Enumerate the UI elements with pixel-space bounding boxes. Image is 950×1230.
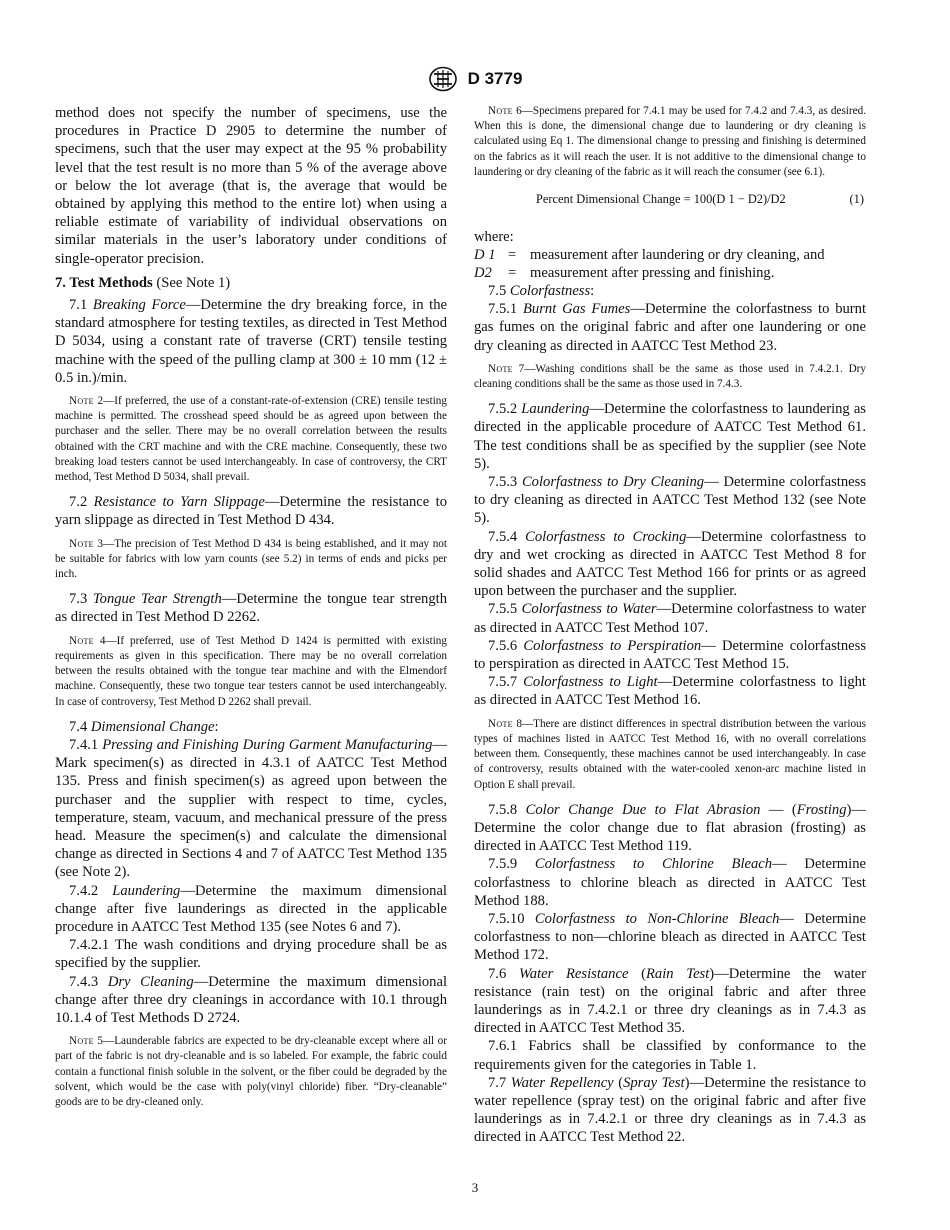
paragraph-7-4-3: 7.4.3 Dry Cleaning—Determine the maximum dimensional change after three dry cleanings in accordance with 10.1 through 10.1.4 of Test Methods D 2724. bbox=[55, 973, 448, 1026]
paragraph-7-4-2: 7.4.2 Laundering—Determine the maximum dimensional change after five launderings as directed in the applicable procedure in AATCC Test Method 135 (see Notes 6 and 7). bbox=[55, 882, 447, 935]
note-2: Note 2—If preferred, the use of a constant-rate-of-extension (CRE) tensile testing machine is permitted. The crosshead speed should be as agreed upon between the purchaser and the seller. There may be no overall correlation between the results obtained with the CRT machine and with the CRE machine. Consequently, these two breaking load testers cannot be used interchangeably. In case of controversy, the CRT method, Test Method D 5034, shall prevail. bbox=[55, 395, 447, 484]
definition-row: D2 = measurement after pressing and finishing. bbox=[474, 265, 775, 282]
breaking-force-title: Breaking Force bbox=[92, 297, 186, 314]
paragraph-7-5-2: 7.5.2 Laundering—Determine the colorfastness to laundering as directed in the applicable procedure of AATCC Test Method 61. The test conditions shall be as specified by the supplier (see Note 5). bbox=[474, 401, 866, 472]
equation-1 bbox=[474, 188, 866, 210]
paragraph-7-5-10: 7.5.10 Colorfastness to Non-Chlorine Bleach— Determine colorfastness to non—chlorine bleach as directed in AATCC Test Method 172. bbox=[474, 910, 866, 964]
note-4: Note 4—If preferred, use of Test Method D 1424 is permitted with existing requirements as given in this specification. There may be no overall correlation between the results obtained with the tongue tear machine and with the Elmendorf machine. Consequently, these two tongue tear testers cannot be used interchangeably. In case of controversy, Test Method D 2262 shall prevail. bbox=[55, 634, 447, 708]
note-6: Note 6—Specimens prepared for 7.4.1 may be used for 7.4.2 and 7.4.3, as desired. When this is done, the dimensional change due to laundering or dry cleaning is calculated using Eq 1. The dimensional change to pressing and finishing is determined on the fabrics as it will reach the user. It is not additive to the dimensional change to laundering or dry cleaning of the fabric as it will reach the consumer (see 6.1). bbox=[474, 105, 866, 178]
page-header bbox=[0, 66, 950, 92]
note-8: Note 8—There are distinct differences in spectral distribution between the various types of machines listed in AATCC Test Method 16, with no overall correlations between them. Consequently, these machines cannot be used interchangeably. In case of controversy, results obtained with the water-cooled xenon-arc machine listed in Option E shall prevail. bbox=[474, 717, 866, 791]
astm-logo-icon bbox=[428, 66, 458, 92]
paragraph-7-4-1: 7.4.1 Pressing and Finishing During Garment Manufacturing—Mark specimen(s) as directed in 4.3.1 of AATCC Test Method 135. Press and finish specimen(s) as agreed upon between the purchaser and the supplier with respect to time, cycles, temperature, steam, vacuum, and mechanical pressure of the press head. Measure the specimen(s) and calculate the dimensional change as directed in Sections 4 and 7 of AATCC Test Method 135 (see Note 2). bbox=[55, 736, 447, 881]
paragraph-7-5-4: 7.5.4 Colorfastness to Crocking—Determine colorfastness to dry and wet crocking as directed in AATCC Test Method 8 for solid shades and AATCC Test Method 166 for prints or as agreed upon between the purchaser and the supplier. bbox=[474, 528, 866, 600]
paragraph-7-4-2-1: 7.4.2.1 The wash conditions and drying procedure shall be as specified by the supplier. bbox=[55, 937, 447, 972]
paragraph-7-5-1: 7.5.1 Burnt Gas Fumes—Determine the colorfastness to burnt gas fumes on the original fabric and after one laundering or one dry cleaning as directed in AATCC Test Method 23. bbox=[474, 301, 867, 354]
paragraph-7-4: 7.4 Dimensional Change: bbox=[69, 718, 219, 735]
paragraph-7-3: 7.3 Tongue Tear Strength—Determine the tongue tear strength as directed in Test Method D 2262. bbox=[55, 591, 447, 626]
left-column bbox=[55, 104, 447, 1118]
paragraph-7-5-7: 7.5.7 Colorfastness to Light—Determine colorfastness to light as directed in AATCC Test Method 16. bbox=[474, 674, 866, 709]
right-column bbox=[474, 104, 866, 1147]
paragraph-7-5-3: 7.5.3 Colorfastness to Dry Cleaning— Determine colorfastness to dry cleaning as directed in AATCC Test Method 132 (see Note 5). bbox=[474, 474, 866, 527]
paragraph-7-6-1: 7.6.1 Fabrics shall be classified by conformance to the requirements given for the categories in Table 1. bbox=[474, 1038, 866, 1073]
note-7: Note 7—Washing conditions shall be the same as those used in 7.4.2.1. Dry cleaning conditions shall be the same as those used in 7.4.3. bbox=[474, 362, 866, 391]
paragraph-7-5: 7.5 Colorfastness: bbox=[488, 283, 595, 300]
paragraph-7-2: 7.2 Resistance to Yarn Slippage—Determine the resistance to yarn slippage as directed in Test Method D 434. bbox=[55, 494, 448, 529]
section-7-heading bbox=[55, 274, 447, 292]
document-designation: D 3779 bbox=[467, 69, 523, 88]
equation-number: (1) bbox=[849, 192, 864, 207]
paragraph-7-1: 7.1 Breaking Force—Determine the dry breaking force, in the standard atmosphere for testing textiles, as directed in Test Method D 5034, using a constant rate of traverse (CRT) tensile testing machine with the speed of the pulling clamp at 300 ± 10 mm (12 ± 0.5 in.)/min. bbox=[55, 297, 447, 386]
equation-text: Percent Dimensional Change = 100(D 1 − D2)/D2 bbox=[536, 192, 786, 207]
paragraph-7-6: 7.6 Water Resistance (Rain Test)—Determine the water resistance (rain test) on the original fabric and after three launderings as in 7.4.2.1 or three dry cleanings as in 7.4.3 as directed in AATCC Test Method 35. bbox=[474, 965, 867, 1037]
where-label: where: bbox=[474, 229, 514, 246]
definition-row: D 1 = measurement after laundering or dry cleaning, and bbox=[474, 247, 825, 264]
paragraph-7-5-9: 7.5.9 Colorfastness to Chlorine Bleach— Determine colorfastness to chlorine bleach as directed in AATCC Test Method 188. bbox=[474, 856, 866, 909]
paragraph-7-7: 7.7 Water Repellency (Spray Test)—Determine the resistance to water repellence (spray test) on the original fabric and after five launderings as in 7.4.2.1 or three dry cleanings as in 7.4.3 as directed in AATCC Test Method 22. bbox=[474, 1074, 867, 1146]
definitions bbox=[474, 246, 866, 282]
paragraph-7-5-8: 7.5.8 Color Change Due to Flat Abrasion — (Frosting)—Determine the color change due to flat abrasion (frosting) as directed in AATCC Test Method 119. bbox=[474, 801, 866, 855]
paragraph-7-5-6: 7.5.6 Colorfastness to Perspiration— Determine colorfastness to perspiration as directed in AATCC Test Method 15. bbox=[474, 637, 866, 673]
paragraph-continued: method does not specify the number of specimens, use the procedures in Practice D 2905 to determine the number of specimens, such that the user may expect at the 95 % probability level that the test result is no more than 5 % of the average above or below the lot average (that is, the average that would be obtained by applying this method to the entire lot) when using a reliable estimate of variability of individual observations on similar materials in the user’s laboratory under conditions of single-operator precision. bbox=[55, 105, 447, 267]
section-7-ref: (See Note 1) bbox=[152, 274, 231, 291]
paragraph-7-5-5: 7.5.5 Colorfastness to Water—Determine colorfastness to water as directed in AATCC Test Method 107. bbox=[474, 601, 866, 636]
note-3: Note 3—The precision of Test Method D 434 is being established, and it may not be suitable for fabrics with low yarn counts (see 5.2) in terms of ends and picks per inch. bbox=[55, 537, 447, 581]
page-number: 3 bbox=[471, 1180, 479, 1195]
section-7-title: 7. Test Methods bbox=[55, 274, 153, 291]
note-5: Note 5—Launderable fabrics are expected to be dry-cleanable except where all or part of the fabric is not dry-cleanable and is so labeled. For example, the fabric could contain a functional finish soluble in the solvent, or the fiber could be degraded by the solvent, which would be the case with poly(vinyl chloride) fiber. “Dry-cleanable” goods are to be dry-cleaned only. bbox=[55, 1035, 447, 1108]
